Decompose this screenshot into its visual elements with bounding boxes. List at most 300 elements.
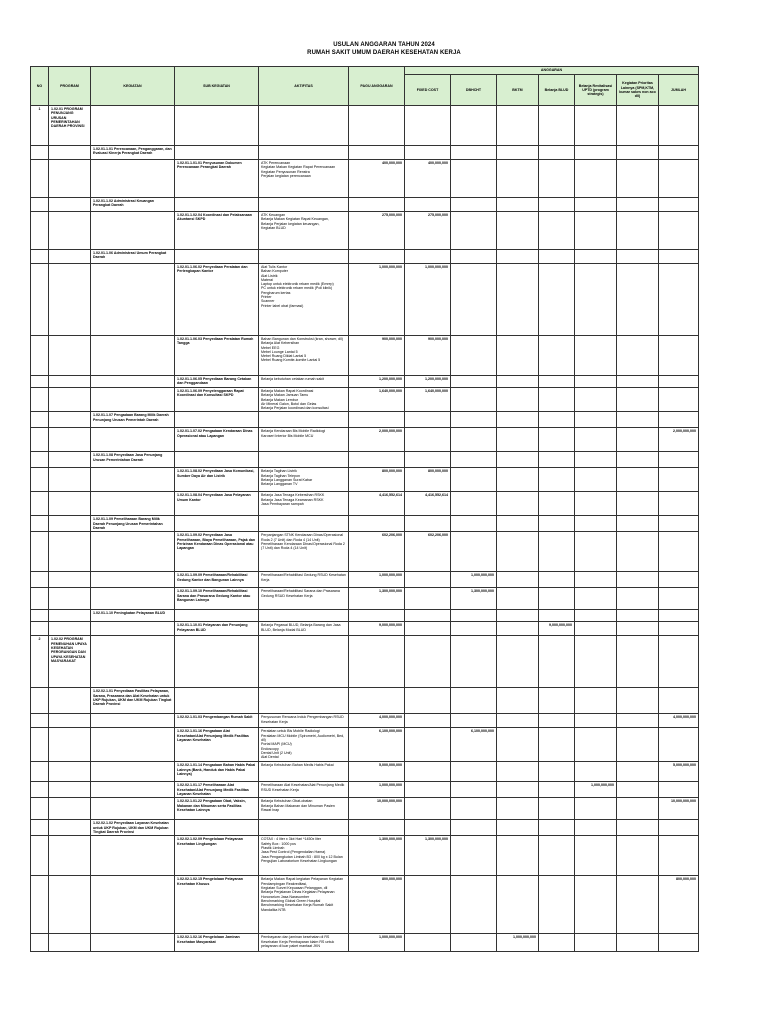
sub-kegiatan-cell (175, 198, 259, 212)
blud-cell (539, 452, 575, 468)
sub-kegiatan-cell (175, 610, 259, 622)
sub-kegiatan-cell (175, 636, 259, 688)
kegiatan-cell (91, 212, 175, 250)
revitalisasi-cell (575, 160, 617, 198)
header-no: NO (31, 67, 49, 106)
revitalisasi-cell (575, 876, 617, 934)
fixed-cost-cell (405, 250, 451, 264)
prioritas-cell (617, 264, 659, 336)
bktm-cell (497, 468, 539, 492)
sub-kegiatan-cell (175, 452, 259, 468)
fixed-cost-cell (405, 820, 451, 836)
sub-kegiatan-cell (175, 688, 259, 714)
sub-kegiatan-cell: 1.02.02.1.02.09 Pengelolaan Pelayanan Kesehatan Lingkungan (175, 836, 259, 876)
blud-cell (539, 762, 575, 782)
revitalisasi-cell (575, 714, 617, 728)
program-cell (49, 492, 91, 516)
header-sub-kegiatan: SUB KEGIATAN (175, 67, 259, 106)
row-no (31, 782, 49, 798)
sub-kegiatan-cell: 1.02.01.1.06.03 Penyediaan Peralatan Rumah Tangga (175, 336, 259, 376)
kegiatan-cell (91, 934, 175, 952)
revitalisasi-cell (575, 492, 617, 516)
pagu-cell (349, 610, 405, 622)
jumlah-cell (659, 532, 699, 572)
revitalisasi-cell (575, 728, 617, 762)
bktm-cell (497, 532, 539, 572)
revitalisasi-cell (575, 376, 617, 388)
dbhcht-cell (451, 532, 497, 572)
bktm-cell (497, 146, 539, 160)
program-cell (49, 376, 91, 388)
revitalisasi-cell (575, 106, 617, 146)
sub-kegiatan-cell: 1.02.02.1.01.16 Pengadaan Alat Kesehatan/Alat Penunjang Medik Fasilitas Layanan Kesehatan (175, 728, 259, 762)
jumlah-cell (659, 468, 699, 492)
revitalisasi-cell (575, 762, 617, 782)
fixed-cost-cell (405, 588, 451, 610)
pagu-cell: 602,206,000 (349, 532, 405, 572)
blud-cell (539, 264, 575, 336)
aktifitas-cell: Peralatan untuk Bis Mobile Radiologi Peralatan MCU Mobile (Spirometri, Audiometri, Bed, dll) Portal MAPI (MCU) Endoscopy Dental Unit (2 Unit) Alat Dental (259, 728, 349, 762)
prioritas-cell (617, 798, 659, 820)
aktifitas-cell: Belanja kebutuhan cetakan rumah sakit (259, 376, 349, 388)
pagu-cell: 800,000,000 (349, 876, 405, 934)
program-cell (49, 516, 91, 532)
table-row (31, 452, 699, 468)
blud-cell (539, 212, 575, 250)
blud-cell (539, 412, 575, 428)
aktifitas-cell (259, 412, 349, 428)
fixed-cost-cell: 1,000,000,000 (405, 264, 451, 336)
jumlah-cell (659, 516, 699, 532)
aktifitas-cell (259, 820, 349, 836)
program-cell (49, 762, 91, 782)
jumlah-cell (659, 264, 699, 336)
prioritas-cell (617, 610, 659, 622)
blud-cell (539, 532, 575, 572)
header-anggaran: ANGGARAN (405, 67, 699, 75)
prioritas-cell (617, 820, 659, 836)
program-cell (49, 264, 91, 336)
jumlah-cell (659, 492, 699, 516)
row-no (31, 798, 49, 820)
row-no (31, 762, 49, 782)
bktm-cell (497, 820, 539, 836)
aktifitas-cell: Alat Tulis Kantor Bahan Komputer Alat Listrik Materai Laptop untuk elektronik rekam medik (Emrep) PC untuk elektronik rekam medik (Poli klinik) Pengharum kertas Printer Scanner Printer label obat (farmasi) (259, 264, 349, 336)
fixed-cost-cell (405, 714, 451, 728)
table-row (31, 714, 699, 728)
fixed-cost-cell (405, 452, 451, 468)
dbhcht-cell (451, 688, 497, 714)
revitalisasi-cell (575, 636, 617, 688)
aktifitas-cell: Pemeliharaan Alat Kesehatan/Alat Penunjang Medik RSUD Kesehatan Kerja (259, 782, 349, 798)
sub-kegiatan-cell: 1.02.02.1.01.14 Pengadaan Bahan Habis Pakai Lainnya (Bank, Handuk dan Habis Pakai Lainnya) (175, 762, 259, 782)
sub-kegiatan-cell (175, 106, 259, 146)
jumlah-cell (659, 728, 699, 762)
program-cell (49, 532, 91, 572)
revitalisasi-cell (575, 820, 617, 836)
table-row (31, 636, 699, 688)
dbhcht-cell (451, 714, 497, 728)
bktm-cell (497, 492, 539, 516)
dbhcht-cell: 1,300,000,000 (451, 588, 497, 610)
row-no (31, 934, 49, 952)
blud-cell (539, 836, 575, 876)
aktifitas-cell: Belanja Makan Rapat Koordinasi Belanja Makan Jamuan Tamu Belanja Makan Lembur Air Mineral Galon, Botol dan Gelas Belanja Perjalan koordinasi dan konsultasi (259, 388, 349, 412)
program-cell (49, 336, 91, 376)
header-fixed-cost: FIXED COST (405, 75, 451, 106)
row-no (31, 728, 49, 762)
fixed-cost-cell (405, 610, 451, 622)
aktifitas-cell: ATK Keuangan Belanja Makan Kegiatan Rapat Keuangan, Belanja Perjalan kegiatan keuangan, Kegiatan BLUD (259, 212, 349, 250)
kegiatan-cell (91, 836, 175, 876)
dbhcht-cell (451, 516, 497, 532)
program-cell (49, 728, 91, 762)
table-row (31, 934, 699, 952)
fixed-cost-cell: 275,000,000 (405, 212, 451, 250)
aktifitas-cell (259, 636, 349, 688)
bktm-cell (497, 714, 539, 728)
prioritas-cell (617, 412, 659, 428)
bktm-cell (497, 588, 539, 610)
revitalisasi-cell (575, 934, 617, 952)
fixed-cost-cell (405, 876, 451, 934)
aktifitas-cell (259, 452, 349, 468)
fixed-cost-cell (405, 622, 451, 636)
jumlah-cell (659, 388, 699, 412)
row-no (31, 836, 49, 876)
kegiatan-cell (91, 468, 175, 492)
revitalisasi-cell (575, 516, 617, 532)
kegiatan-cell: 1.02.01.1.07 Pengadaan Barang Milik Daerah Penunjang Urusan Pemerintah Daerah (91, 412, 175, 428)
prioritas-cell (617, 532, 659, 572)
bktm-cell (497, 336, 539, 376)
jumlah-cell (659, 934, 699, 952)
pagu-cell (349, 820, 405, 836)
table-row (31, 782, 699, 798)
kegiatan-cell (91, 388, 175, 412)
dbhcht-cell (451, 250, 497, 264)
bktm-cell (497, 836, 539, 876)
pagu-cell (349, 198, 405, 212)
prioritas-cell (617, 588, 659, 610)
table-row (31, 412, 699, 428)
kegiatan-cell (91, 876, 175, 934)
kegiatan-cell (91, 492, 175, 516)
prioritas-cell (617, 198, 659, 212)
pagu-cell: 6,100,000,000 (349, 728, 405, 762)
jumlah-cell: 2,000,000,000 (659, 428, 699, 452)
fixed-cost-cell: 1,200,000,000 (405, 376, 451, 388)
revitalisasi-cell (575, 264, 617, 336)
dbhcht-cell (451, 836, 497, 876)
pagu-cell: 1,000,000,000 (349, 782, 405, 798)
blud-cell (539, 714, 575, 728)
revitalisasi-cell (575, 388, 617, 412)
revitalisasi-cell (575, 688, 617, 714)
kegiatan-cell: 1.02.02.1.02 Penyediaan Layanan Kesehatan untuk UKP Rujukan, UKM dan UKM Rujukan Tingkat Daerah Provinsi (91, 820, 175, 836)
revitalisasi-cell (575, 250, 617, 264)
table-row (31, 198, 699, 212)
sub-kegiatan-cell (175, 516, 259, 532)
header-pagu: PAGU ANGGARAN (349, 67, 405, 106)
fixed-cost-cell: 400,000,000 (405, 160, 451, 198)
header-dbhcht: DBHCHT (451, 75, 497, 106)
sub-kegiatan-cell (175, 146, 259, 160)
kegiatan-cell (91, 264, 175, 336)
row-no (31, 622, 49, 636)
aktifitas-cell: Belanja Jasa Tenaga Kebersihan RSKK Belanja Jasa Tenaga Keamanan RSKK Jasa Pembayaran sampah (259, 492, 349, 516)
table-row (31, 820, 699, 836)
jumlah-cell: 10,000,000,000 (659, 798, 699, 820)
dbhcht-cell (451, 146, 497, 160)
fixed-cost-cell (405, 688, 451, 714)
sub-kegiatan-cell (175, 412, 259, 428)
revitalisasi-cell (575, 452, 617, 468)
bktm-cell (497, 636, 539, 688)
revitalisasi-cell (575, 622, 617, 636)
sub-kegiatan-cell: 1.02.01.1.06.05 Penyediaan Barang Cetakan dan Penggandaan (175, 376, 259, 388)
jumlah-cell (659, 376, 699, 388)
bktm-cell (497, 264, 539, 336)
sub-kegiatan-cell: 1.02.01.1.07.02 Pengadaan Kendaraan Dinas Operasional atau Lapangan (175, 428, 259, 452)
fixed-cost-cell (405, 516, 451, 532)
prioritas-cell (617, 516, 659, 532)
blud-cell (539, 728, 575, 762)
kegiatan-cell (91, 588, 175, 610)
prioritas-cell (617, 428, 659, 452)
table-row (31, 762, 699, 782)
sub-kegiatan-cell: 1.02.02.1.01.03 Pengembangan Rumah Sakit (175, 714, 259, 728)
sub-kegiatan-cell: 1.02.01.1.01.01 Penyusunan Dokumen Perencanaan Perangkat Daerah (175, 160, 259, 198)
dbhcht-cell (451, 212, 497, 250)
program-cell (49, 212, 91, 250)
row-no (31, 516, 49, 532)
revitalisasi-cell (575, 572, 617, 588)
pagu-cell (349, 250, 405, 264)
blud-cell (539, 388, 575, 412)
table-row (31, 212, 699, 250)
revitalisasi-cell (575, 610, 617, 622)
dbhcht-cell (451, 468, 497, 492)
bktm-cell (497, 622, 539, 636)
sub-kegiatan-cell (175, 820, 259, 836)
table-row (31, 588, 699, 610)
program-cell (49, 782, 91, 798)
sub-kegiatan-cell: 1.02.02.1.01.17 Pemeliharaan Alat Kesehatan/Alat Penunjang Medik Fasilitas Layanan Kesehatan (175, 782, 259, 798)
prioritas-cell (617, 388, 659, 412)
aktifitas-cell: Pembayaran dan jaminan kesehatan di RS Kesehatan Kerja Pembayaran klaim RS untuk pelayanan di luar paket manfaat JKN (259, 934, 349, 952)
sub-kegiatan-cell: 1.02.01.1.09.09 Pemeliharaan/Rehabilitasi Gedung Kantor dan Bangunan Lainnya (175, 572, 259, 588)
table-row (31, 622, 699, 636)
table-row (31, 428, 699, 452)
jumlah-cell: 5,000,000,000 (659, 762, 699, 782)
kegiatan-cell (91, 622, 175, 636)
pagu-cell: 1,300,000,000 (349, 588, 405, 610)
pagu-cell: 1,000,000,000 (349, 934, 405, 952)
aktifitas-cell: ATK Perencanaan Kegiatan Makan Kegiatan Rapat Perencanaan Kegiatan Penyusunan Renstra Perjalan kegiatan perencanaan (259, 160, 349, 198)
table-row (31, 516, 699, 532)
aktifitas-cell: Belanja Kebutuhan Bahan Medis Habis Pakai (259, 762, 349, 782)
pagu-cell: 800,000,000 (349, 468, 405, 492)
jumlah-cell (659, 572, 699, 588)
dbhcht-cell (451, 336, 497, 376)
dbhcht-cell (451, 106, 497, 146)
row-no (31, 336, 49, 376)
fixed-cost-cell (405, 728, 451, 762)
revitalisasi-cell (575, 428, 617, 452)
table-row (31, 610, 699, 622)
pagu-cell: 5,000,000,000 (349, 762, 405, 782)
prioritas-cell (617, 492, 659, 516)
program-cell (49, 452, 91, 468)
dbhcht-cell (451, 798, 497, 820)
revitalisasi-cell (575, 198, 617, 212)
program-cell (49, 412, 91, 428)
sub-kegiatan-cell: 1.02.01.1.06.02 Penyediaan Peralatan dan Perlengkapan Kantor (175, 264, 259, 336)
bktm-cell (497, 198, 539, 212)
table-row (31, 160, 699, 198)
pagu-cell: 4,416,552,614 (349, 492, 405, 516)
program-cell (49, 572, 91, 588)
kegiatan-cell (91, 636, 175, 688)
program-cell (49, 876, 91, 934)
row-no (31, 250, 49, 264)
pagu-cell (349, 688, 405, 714)
bktm-cell (497, 876, 539, 934)
jumlah-cell (659, 588, 699, 610)
blud-cell: 9,000,000,000 (539, 622, 575, 636)
sub-kegiatan-cell: 1.02.01.1.09.10 Pemeliharaan/Rehabilitasi Sarana dan Prasarana Gedung Kantor atau Bangunan Lainnya (175, 588, 259, 610)
blud-cell (539, 688, 575, 714)
table-row (31, 250, 699, 264)
aktifitas-cell: Belanja Pegawai BLUD, Belanja Barang dan Jasa BLUD, Belanja Modal BLUD (259, 622, 349, 636)
sub-kegiatan-cell (175, 250, 259, 264)
jumlah-cell (659, 336, 699, 376)
dbhcht-cell (451, 264, 497, 336)
blud-cell (539, 782, 575, 798)
table-row (31, 728, 699, 762)
pagu-cell: 1,200,000,000 (349, 376, 405, 388)
kegiatan-cell: 1.02.01.1.02 Administrasi Keuangan Perangkat Daerah (91, 198, 175, 212)
aktifitas-cell (259, 688, 349, 714)
prioritas-cell (617, 728, 659, 762)
revitalisasi-cell (575, 146, 617, 160)
bktm-cell (497, 516, 539, 532)
aktifitas-cell: Penyusunan Rencana Induk Pengembangan RSUD Kesehatan Kerja (259, 714, 349, 728)
jumlah-cell (659, 106, 699, 146)
prioritas-cell (617, 876, 659, 934)
table-row (31, 492, 699, 516)
prioritas-cell (617, 376, 659, 388)
kegiatan-cell (91, 762, 175, 782)
program-cell (49, 714, 91, 728)
fixed-cost-cell (405, 798, 451, 820)
aktifitas-cell (259, 610, 349, 622)
pagu-cell (349, 516, 405, 532)
revitalisasi-cell (575, 412, 617, 428)
aktifitas-cell: Belanja Tagihan Listrik Belanja Tagihan Telepon Belanja Langganan Surat Kabar Belanja Langganan TV (259, 468, 349, 492)
kegiatan-cell (91, 106, 175, 146)
row-no (31, 376, 49, 388)
revitalisasi-cell (575, 588, 617, 610)
blud-cell (539, 876, 575, 934)
row-no (31, 146, 49, 160)
fixed-cost-cell (405, 762, 451, 782)
program-cell: 1.02.02 PROGRAM PEMENUHAN UPAYA KESEHATAN PERORANGAN DAN UPAYA KESEHATAN MASYARAKAT (49, 636, 91, 688)
kegiatan-cell: 1.02.01.1.10 Peningkatan Pelayanan BLUD (91, 610, 175, 622)
fixed-cost-cell (405, 198, 451, 212)
program-cell (49, 820, 91, 836)
row-no (31, 876, 49, 934)
fixed-cost-cell (405, 934, 451, 952)
bktm-cell (497, 212, 539, 250)
table-row (31, 264, 699, 336)
fixed-cost-cell (405, 412, 451, 428)
row-no (31, 688, 49, 714)
pagu-cell: 2,000,000,000 (349, 428, 405, 452)
blud-cell (539, 198, 575, 212)
blud-cell (539, 250, 575, 264)
jumlah-cell: 4,000,000,000 (659, 714, 699, 728)
table-row (31, 468, 699, 492)
dbhcht-cell (451, 492, 497, 516)
pagu-cell: 900,000,000 (349, 336, 405, 376)
jumlah-cell (659, 452, 699, 468)
program-cell (49, 934, 91, 952)
sub-kegiatan-cell: 1.02.01.1.09.02 Penyediaan Jasa Pemeliharaan, Biaya Pemeliharaan, Pajak dan Perizinan Kendaraan Dinas Operasional atau Lapangan (175, 532, 259, 572)
sub-kegiatan-cell: 1.02.01.1.06.09 Penyelenggaraan Rapat Koordinasi dan Konsultasi SKPD (175, 388, 259, 412)
bktm-cell (497, 412, 539, 428)
bktm-cell (497, 388, 539, 412)
bktm-cell (497, 798, 539, 820)
row-no (31, 572, 49, 588)
pagu-cell (349, 452, 405, 468)
fixed-cost-cell (405, 146, 451, 160)
aktifitas-cell: Belanja Makan Rapat kegiatan Pelayanan Kegiatan Pendampingan Reakreditasi, Kegiatan Survei Kepuasan Pelanggan, dll Belanja Perjalanan Dinas Kegiatan Pelayanan Honorarium Jasa Narasumber Benchmarking Global Green Hospital Benchmarking Kesehatan Kerja Rumah Sakit Mandalika NTB (259, 876, 349, 934)
prioritas-cell (617, 212, 659, 250)
sub-kegiatan-cell: 1.02.01.1.08.04 Penyediaan Jasa Pelayanan Umum Kantor (175, 492, 259, 516)
blud-cell (539, 588, 575, 610)
table-row (31, 836, 699, 876)
row-no (31, 820, 49, 836)
aktifitas-cell: COTAX : 4 liter x 3lot Hari *1450x liter Safety Box : 1000 pcs Plastik Limbah Jasa Pest Control (Pengendalian Hama) Jasa Pengangkutan Limbah B3 : 800 kg x 12 Bulan Pengujian Laboratorium Kesehatan Lingkungan (259, 836, 349, 876)
document-title (0, 41, 768, 57)
kegiatan-cell (91, 532, 175, 572)
blud-cell (539, 106, 575, 146)
row-no (31, 388, 49, 412)
sub-kegiatan-cell: 1.02.01.1.02.04 Koordinasi dan Pelaksanaan Akuntansi SKPD (175, 212, 259, 250)
prioritas-cell (617, 688, 659, 714)
kegiatan-cell (91, 728, 175, 762)
bktm-cell (497, 688, 539, 714)
sub-kegiatan-cell: 1.02.02.1.02.15 Pengelolaan Pelayanan Kesehatan Khusus (175, 876, 259, 934)
program-cell (49, 588, 91, 610)
table-row (31, 532, 699, 572)
dbhcht-cell: 6,100,000,000 (451, 728, 497, 762)
pagu-cell: 1,300,000,000 (349, 836, 405, 876)
pagu-cell: 9,000,000,000 (349, 622, 405, 636)
blud-cell (539, 572, 575, 588)
prioritas-cell (617, 452, 659, 468)
table-row (31, 876, 699, 934)
kegiatan-cell: 1.02.02.1.01 Penyediaan Fasilitas Pelayanan, Sarana, Prasarana dan Alat Kesehatan untuk UKP Rujukan, UKM dan UKM Rujukan Tingkat Daerah Provinsi (91, 688, 175, 714)
revitalisasi-cell (575, 836, 617, 876)
table-row (31, 388, 699, 412)
row-no (31, 714, 49, 728)
bktm-cell (497, 428, 539, 452)
row-no (31, 468, 49, 492)
jumlah-cell (659, 250, 699, 264)
